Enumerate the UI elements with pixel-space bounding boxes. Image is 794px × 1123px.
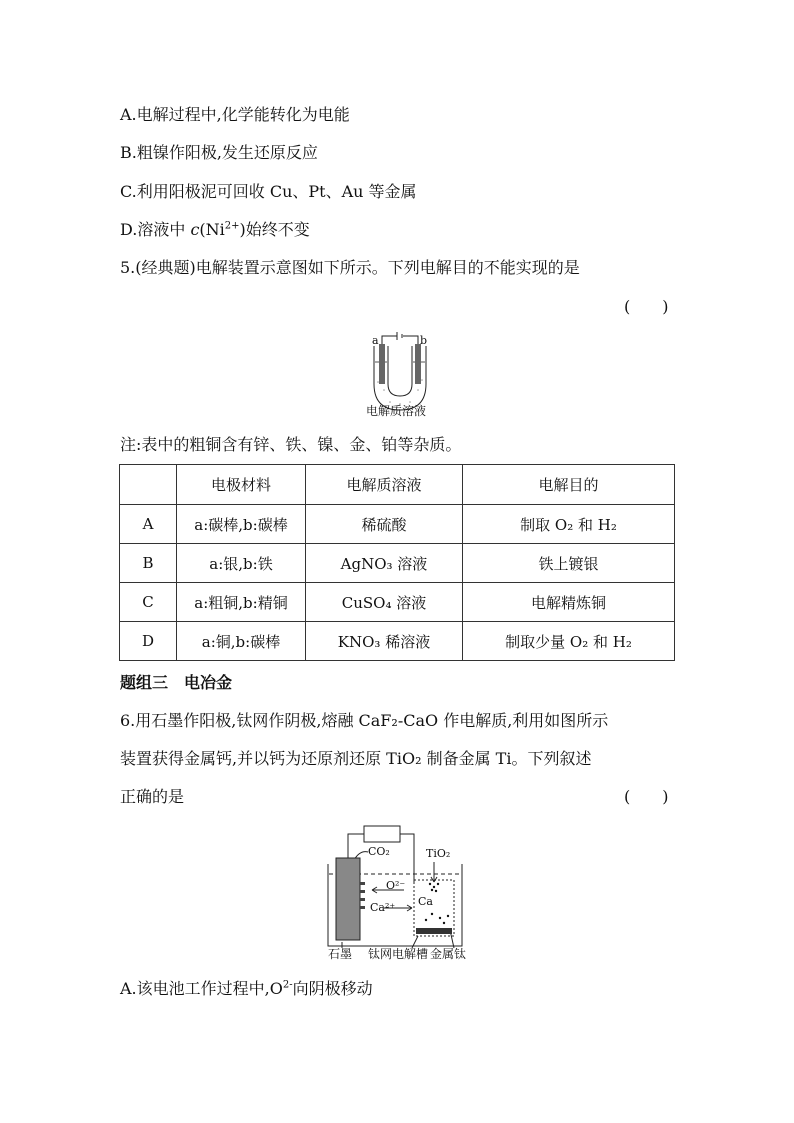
- cell-solution: KNO₃ 稀溶液: [306, 622, 463, 661]
- cell-purpose: 铁上镀银: [463, 544, 675, 583]
- q6-answer-paren: ( ): [624, 787, 669, 806]
- q5-table: [119, 464, 675, 661]
- q6-option-a: [120, 978, 373, 1000]
- q4-option-d-ion: (Ni: [199, 220, 225, 239]
- label-ca-ion: Ca²⁺: [370, 901, 396, 914]
- cell-solution: CuSO₄ 溶液: [306, 583, 463, 622]
- table-row: [120, 583, 675, 622]
- u-tube-caption: 电解质溶液: [366, 404, 427, 418]
- q4-option-d-prefix: D.溶液中: [120, 220, 191, 239]
- label-electrode-b: b: [420, 334, 428, 347]
- header-cell-option: [120, 465, 177, 505]
- cell-solution: AgNO₃ 溶液: [306, 544, 463, 583]
- q4-option-d-concentration: c: [190, 220, 200, 239]
- cell-option: B: [120, 544, 177, 583]
- table-header-row: [120, 465, 675, 505]
- table-row: [120, 505, 675, 544]
- electrolytic-cell-diagram: [322, 824, 474, 966]
- q6-line-3: 正确的是: [120, 787, 185, 806]
- table-row: [120, 544, 675, 583]
- label-electrode-a: a: [372, 334, 379, 347]
- label-metal-titanium: 金属钛: [430, 947, 467, 961]
- label-graphite: 石墨: [328, 947, 353, 961]
- graphite-tab: [360, 898, 365, 901]
- header-cell-solution: 电解质溶液: [306, 465, 463, 505]
- q6-option-a-prefix: A.该电池工作过程中,O: [120, 979, 283, 998]
- q4-option-d-suffix: )始终不变: [239, 220, 310, 239]
- graphite-tab: [360, 882, 365, 885]
- cell-electrode: a:粗铜,b:精铜: [177, 583, 306, 622]
- electrolytic-cell-figure: [322, 824, 474, 966]
- cell-electrode: a:铜,b:碳棒: [177, 622, 306, 661]
- cell-electrode: a:银,b:铁: [177, 544, 306, 583]
- electrode-b: [415, 344, 421, 384]
- q5-stem: 5.(经典题)电解装置示意图如下所示。下列电解目的不能实现的是: [120, 258, 580, 277]
- cell-electrode: a:碳棒,b:碳棒: [177, 505, 306, 544]
- header-cell-electrode: 电极材料: [177, 465, 306, 505]
- q6-option-a-suffix: 向阴极移动: [292, 979, 373, 998]
- q4-option-c: C.利用阳极泥可回收 Cu、Pt、Au 等金属: [120, 182, 417, 201]
- header-cell-purpose: 电解目的: [463, 465, 675, 505]
- wire-to-cell: [400, 834, 414, 884]
- cell-purpose: 制取少量 O₂ 和 H₂: [463, 622, 675, 661]
- q4-option-d-charge: 2+: [224, 220, 240, 232]
- q4-option-a: A.电解过程中,化学能转化为电能: [120, 105, 350, 124]
- section-title: 题组三 电冶金: [120, 673, 233, 692]
- graphite-electrode: [336, 858, 360, 940]
- titanium-mesh-cell: [414, 880, 454, 936]
- label-ca: Ca: [418, 895, 433, 908]
- cell-option: C: [120, 583, 177, 622]
- cell-option: D: [120, 622, 177, 661]
- electrode-a: [379, 344, 385, 384]
- metal-titanium-layer: [416, 928, 452, 934]
- power-supply: [364, 826, 400, 842]
- label-co2: CO₂: [368, 845, 390, 858]
- q6-option-a-charge: 2-: [282, 979, 293, 991]
- q6-line-2: 装置获得金属钙,并以钙为还原剂还原 TiO₂ 制备金属 Ti。下列叙述: [120, 749, 592, 768]
- cell-solution: 稀硫酸: [306, 505, 463, 544]
- cell-option: A: [120, 505, 177, 544]
- q6-line-1: 6.用石墨作阳极,钛网作阴极,熔融 CaF₂-CaO 作电解质,利用如图所示: [120, 711, 609, 730]
- q4-option-b: B.粗镍作阳极,发生还原反应: [120, 143, 318, 162]
- cell-purpose: 电解精炼铜: [463, 583, 675, 622]
- graphite-tab: [360, 890, 365, 893]
- wire-to-graphite: [348, 834, 364, 858]
- q5-note: 注:表中的粗铜含有锌、铁、镍、金、铂等杂质。: [120, 435, 462, 454]
- label-tio2: TiO₂: [426, 847, 451, 860]
- cell-purpose: 制取 O₂ 和 H₂: [463, 505, 675, 544]
- q5-answer-paren: ( ): [624, 297, 669, 316]
- label-titanium-cell: 钛网电解槽: [368, 947, 429, 961]
- q4-option-d: [120, 219, 310, 241]
- table-row: [120, 622, 675, 661]
- u-tube-inner: [388, 346, 412, 396]
- label-o2-ion: O²⁻: [386, 879, 406, 892]
- graphite-tab: [360, 906, 365, 909]
